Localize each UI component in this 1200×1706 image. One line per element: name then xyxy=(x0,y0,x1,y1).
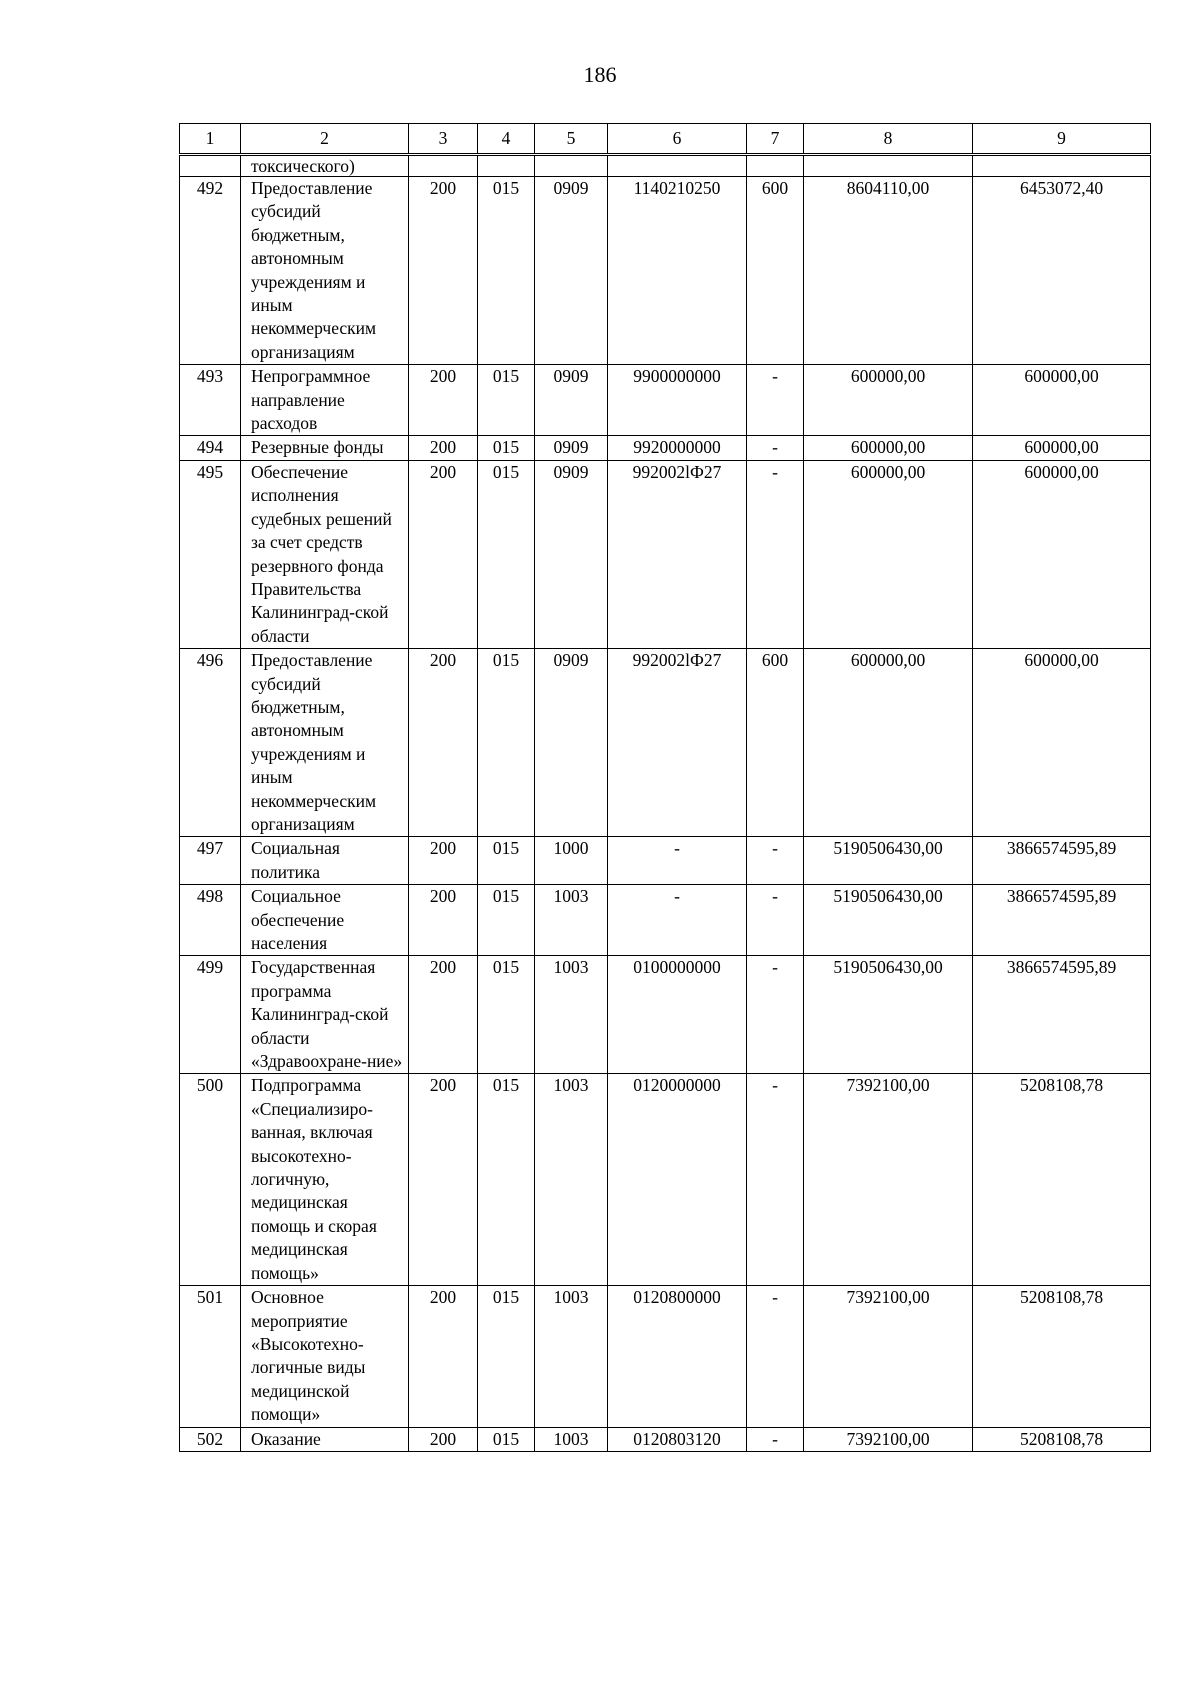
table-row xyxy=(180,837,1151,885)
cell-col-7: - xyxy=(747,436,804,460)
cell-number: 500 xyxy=(180,1074,241,1286)
cell-col-5: 1003 xyxy=(535,1427,608,1451)
cell-col-6: 9900000000 xyxy=(608,365,747,436)
cell-col-3: 200 xyxy=(409,837,478,885)
cell-col-4: 015 xyxy=(478,436,535,460)
table-row xyxy=(180,956,1151,1074)
cell-number: 502 xyxy=(180,1427,241,1451)
cell-col-7: - xyxy=(747,365,804,436)
cell-amount-8: 5190506430,00 xyxy=(804,837,973,885)
cell-col-3: 200 xyxy=(409,365,478,436)
column-header-3: 3 xyxy=(409,124,478,155)
cell-col-4: 015 xyxy=(478,956,535,1074)
cell-col-6: - xyxy=(608,885,747,956)
cell-col-3: 200 xyxy=(409,649,478,837)
cell-name: Предоставление субсидий бюджетным, автономным учреждениям и иным некоммерческим организациям xyxy=(241,649,409,837)
cell-col-7: - xyxy=(747,1074,804,1286)
cell-col-6: 9920000000 xyxy=(608,436,747,460)
cell-col-7: - xyxy=(747,956,804,1074)
cell-col-4: 015 xyxy=(478,1427,535,1451)
cell-amount-9: 5208108,78 xyxy=(973,1427,1151,1451)
cell-amount-8: 7392100,00 xyxy=(804,1286,973,1427)
table-body xyxy=(180,155,1151,1452)
cell-col-5: 0909 xyxy=(535,365,608,436)
cell-col-7: 600 xyxy=(747,177,804,365)
cell-col-5: 1003 xyxy=(535,1074,608,1286)
column-header-8: 8 xyxy=(804,124,973,155)
cell-number: 492 xyxy=(180,177,241,365)
table-row xyxy=(180,1286,1151,1427)
cell-amount-9: 600000,00 xyxy=(973,436,1151,460)
cell-col-4: 015 xyxy=(478,885,535,956)
column-header-5: 5 xyxy=(535,124,608,155)
cell-col-6: 0120800000 xyxy=(608,1286,747,1427)
cell-col-3: 200 xyxy=(409,177,478,365)
column-header-1: 1 xyxy=(180,124,241,155)
table-row xyxy=(180,177,1151,365)
cell-number: 495 xyxy=(180,460,241,648)
cell-col-4: 015 xyxy=(478,1286,535,1427)
cell-col-5: 0909 xyxy=(535,436,608,460)
column-header-2: 2 xyxy=(241,124,409,155)
cell-amount-9: 600000,00 xyxy=(973,649,1151,837)
cell-name: Основное мероприятие «Высокотехно-логичные виды медицинской помощи» xyxy=(241,1286,409,1427)
cell-amount-8: 8604110,00 xyxy=(804,177,973,365)
cell-col-4: 015 xyxy=(478,1074,535,1286)
cell-number: 499 xyxy=(180,956,241,1074)
cell-col-6: 992002lФ27 xyxy=(608,460,747,648)
cell-amount-8: 600000,00 xyxy=(804,460,973,648)
cell-number: 497 xyxy=(180,837,241,885)
cell-col-4: 015 xyxy=(478,649,535,837)
cell-col-4: 015 xyxy=(478,837,535,885)
cell-col-5: 1000 xyxy=(535,837,608,885)
cell-col-3: 200 xyxy=(409,460,478,648)
table-row xyxy=(180,1074,1151,1286)
cell-col-3: 200 xyxy=(409,1286,478,1427)
header-row xyxy=(180,124,1151,155)
table-row xyxy=(180,436,1151,460)
cell-amount-8: 5190506430,00 xyxy=(804,885,973,956)
cell-col-5: 0909 xyxy=(535,460,608,648)
cell-name: Предоставление субсидий бюджетным, автономным учреждениям и иным некоммерческим организациям xyxy=(241,177,409,365)
cell-amount-8: 7392100,00 xyxy=(804,1427,973,1451)
cell-col-3: 200 xyxy=(409,1074,478,1286)
cell-name: Непрограммное направление расходов xyxy=(241,365,409,436)
cell-col-7: - xyxy=(747,460,804,648)
cell-col-5: 0909 xyxy=(535,649,608,837)
cell-name: Оказание xyxy=(241,1427,409,1451)
cell-col-5: 1003 xyxy=(535,1286,608,1427)
table-row xyxy=(180,365,1151,436)
cell-amount-8: 600000,00 xyxy=(804,436,973,460)
cell-amount-9: 3866574595,89 xyxy=(973,956,1151,1074)
cell-col-3: 200 xyxy=(409,436,478,460)
cell-amount-9: 600000,00 xyxy=(973,460,1151,648)
cell-col-3: 200 xyxy=(409,885,478,956)
cell-col-7: - xyxy=(747,1286,804,1427)
cell-name: токсического) xyxy=(241,155,409,177)
cell-number: 496 xyxy=(180,649,241,837)
cell-name: Резервные фонды xyxy=(241,436,409,460)
cell-col-3: 200 xyxy=(409,1427,478,1451)
cell-amount-8: 600000,00 xyxy=(804,365,973,436)
cell-col-3: 200 xyxy=(409,956,478,1074)
cell-col-5: 1003 xyxy=(535,885,608,956)
cell-col-4: 015 xyxy=(478,365,535,436)
cell-amount-9: 5208108,78 xyxy=(973,1286,1151,1427)
cell-number: 494 xyxy=(180,436,241,460)
cell-col-6: - xyxy=(608,837,747,885)
cell-col-6: 1140210250 xyxy=(608,177,747,365)
cell-amount-8: 5190506430,00 xyxy=(804,956,973,1074)
column-header-7: 7 xyxy=(747,124,804,155)
continuation-row xyxy=(180,155,1151,177)
cell-name: Государственная программа Калининград-ской области «Здравоохране-ние» xyxy=(241,956,409,1074)
cell-col-6: 992002lФ27 xyxy=(608,649,747,837)
cell-col-7: 600 xyxy=(747,649,804,837)
cell-col-6: 0120803120 xyxy=(608,1427,747,1451)
cell-col-6: 0100000000 xyxy=(608,956,747,1074)
cell-number: 498 xyxy=(180,885,241,956)
cell-col-4: 015 xyxy=(478,460,535,648)
cell-col-6: 0120000000 xyxy=(608,1074,747,1286)
cell-amount-9: 3866574595,89 xyxy=(973,885,1151,956)
cell-number xyxy=(180,155,241,177)
table-row xyxy=(180,1427,1151,1451)
page-number: 186 xyxy=(583,62,617,87)
cell-col-7: - xyxy=(747,837,804,885)
column-header-9: 9 xyxy=(973,124,1151,155)
cell-amount-9: 6453072,40 xyxy=(973,177,1151,365)
cell-col-5: 0909 xyxy=(535,177,608,365)
table-row xyxy=(180,649,1151,837)
column-header-6: 6 xyxy=(608,124,747,155)
budget-table xyxy=(179,123,1151,1452)
cell-col-7: - xyxy=(747,885,804,956)
cell-name: Социальная политика xyxy=(241,837,409,885)
cell-number: 493 xyxy=(180,365,241,436)
table-row xyxy=(180,460,1151,648)
cell-amount-9: 5208108,78 xyxy=(973,1074,1151,1286)
cell-col-5: 1003 xyxy=(535,956,608,1074)
cell-amount-9: 3866574595,89 xyxy=(973,837,1151,885)
cell-amount-8: 600000,00 xyxy=(804,649,973,837)
cell-col-4: 015 xyxy=(478,177,535,365)
cell-name: Обеспечение исполнения судебных решений за счет средств резервного фонда Правительства Калининград-ской области xyxy=(241,460,409,648)
cell-amount-8: 7392100,00 xyxy=(804,1074,973,1286)
cell-number: 501 xyxy=(180,1286,241,1427)
table-row xyxy=(180,885,1151,956)
cell-name: Подпрограмма «Специализиро-ванная, включая высокотехно-логичную, медицинская помощь и скорая медицинская помощь» xyxy=(241,1074,409,1286)
cell-name: Социальное обеспечение населения xyxy=(241,885,409,956)
cell-amount-9: 600000,00 xyxy=(973,365,1151,436)
column-header-4: 4 xyxy=(478,124,535,155)
cell-col-7: - xyxy=(747,1427,804,1451)
